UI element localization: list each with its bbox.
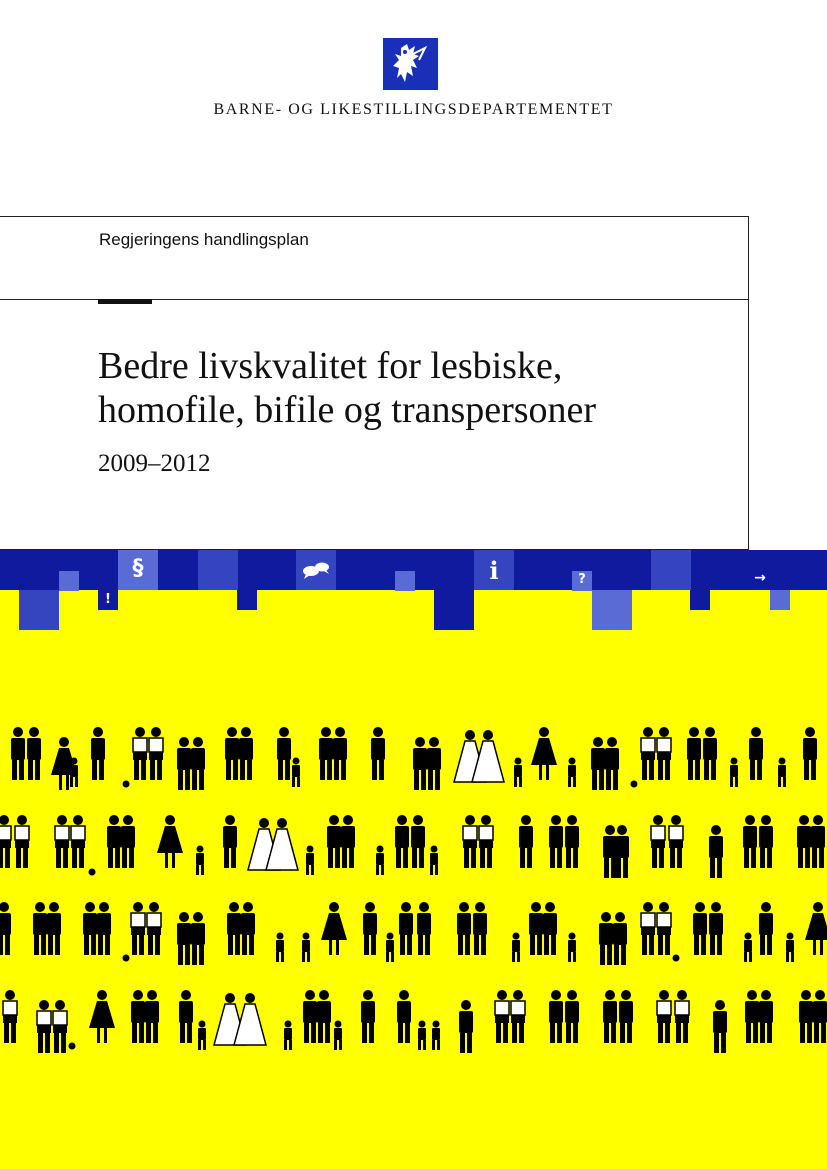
paragraph-symbol: § <box>132 556 144 581</box>
department-name: BARNE- OG LIKESTILLINGSDEPARTEMENTET <box>213 101 614 118</box>
arrow-right-icon: → <box>754 570 766 586</box>
title-line-2: homofile, bifile og transpersoner <box>98 389 597 431</box>
pictogram-row <box>0 815 825 878</box>
pictogram-row <box>3 990 827 1053</box>
title-line-1: Bedre livskvalitet for lesbiske, <box>98 345 563 387</box>
series-label: Regjeringens handlingsplan <box>99 230 309 249</box>
exclamation-symbol: ! <box>105 592 111 607</box>
info-symbol: i <box>489 556 499 585</box>
period-years: 2009–2012 <box>98 450 211 477</box>
pictogram-row <box>11 727 817 790</box>
question-symbol: ? <box>578 572 586 587</box>
